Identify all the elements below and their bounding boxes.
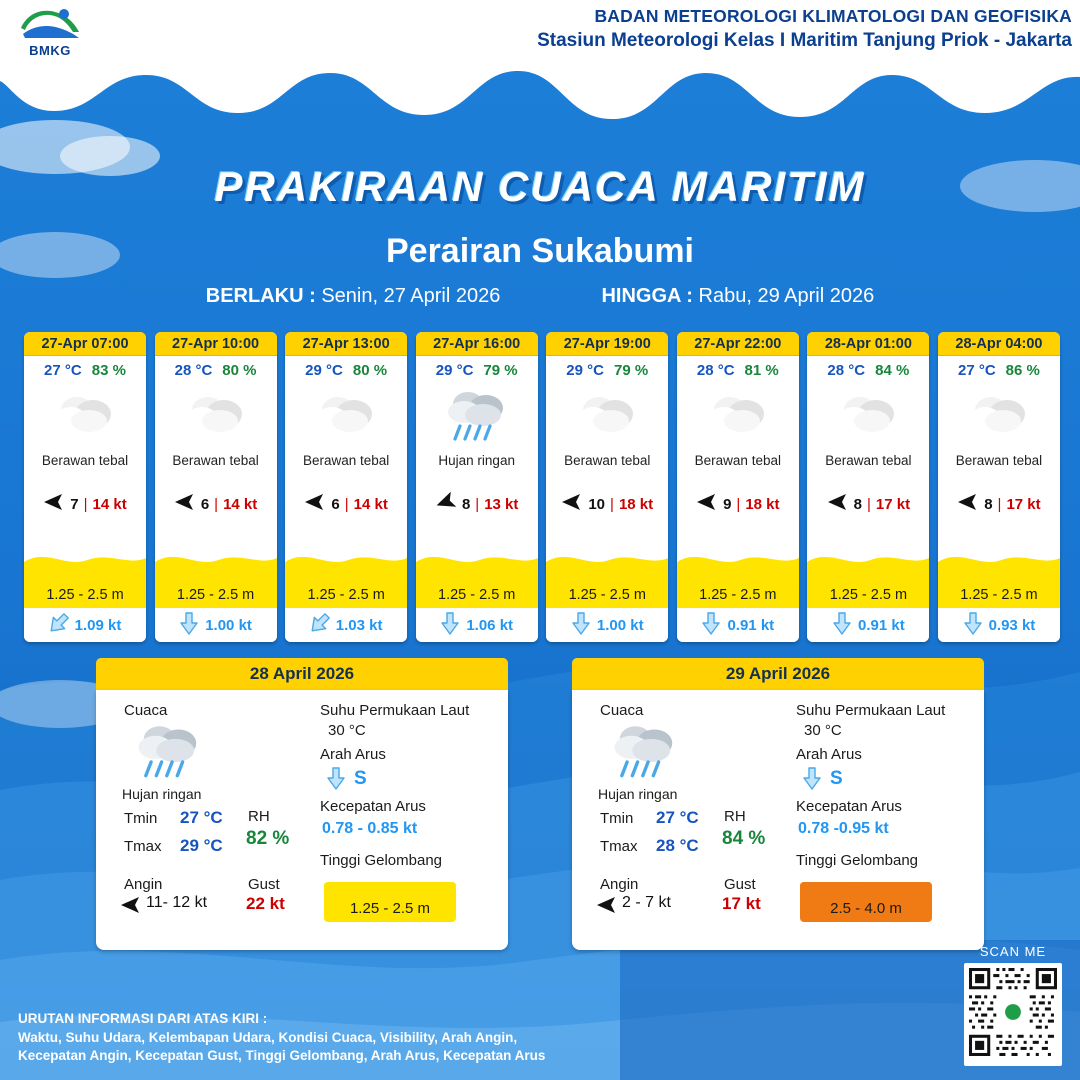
hourly-humidity: 81 %	[744, 362, 779, 379]
hourly-forecast-card	[938, 332, 1060, 642]
hourly-forecast-card	[546, 332, 668, 642]
hourly-current-direction	[701, 611, 721, 639]
hourly-time: 28-Apr 01:00	[807, 332, 929, 356]
daily-current-dir-label: Arah Arus	[796, 746, 862, 763]
hourly-humidity: 79 %	[483, 362, 518, 379]
hourly-current	[546, 608, 668, 642]
page-title: PRAKIRAAN CUACA MARITIM	[214, 163, 866, 210]
hourly-wave-band	[416, 564, 538, 608]
rain-icon	[438, 386, 516, 446]
wind-direction-icon	[827, 493, 849, 511]
hourly-weather-icon	[416, 379, 538, 453]
hourly-temperature: 29 °C	[305, 362, 343, 379]
daily-rh-label: RH	[724, 808, 746, 825]
hourly-time: 27-Apr 19:00	[546, 332, 668, 356]
hourly-wave-band	[938, 564, 1060, 608]
current-direction-icon	[802, 766, 822, 790]
bmkg-logo-icon	[17, 4, 83, 42]
hourly-current-direction	[310, 611, 330, 639]
hourly-weather-icon	[546, 379, 668, 453]
hourly-gust: 18 kt	[618, 496, 654, 513]
hourly-wave-height: 1.25 - 2.5 m	[46, 587, 124, 603]
hourly-weather-icon	[155, 379, 277, 453]
hourly-forecast-card	[677, 332, 799, 642]
hourly-humidity: 86 %	[1005, 362, 1040, 379]
hourly-condition: Berawan tebal	[564, 453, 651, 468]
wind-separator: |	[997, 496, 1002, 513]
daily-condition: Hujan ringan	[598, 786, 678, 802]
daily-gust-label: Gust	[724, 876, 756, 893]
wave-shape	[546, 550, 668, 570]
qr-code[interactable]	[964, 963, 1062, 1066]
daily-current-speed-value: 0.78 -0.95 kt	[798, 820, 889, 837]
hourly-wind-direction	[435, 493, 457, 516]
hourly-condition: Berawan tebal	[825, 453, 912, 468]
wind-direction-icon	[696, 493, 718, 511]
hourly-wave-band	[677, 564, 799, 608]
current-direction-icon	[326, 766, 346, 790]
cloudy-icon	[702, 388, 774, 444]
wind-separator: |	[866, 496, 871, 513]
daily-wind-direction	[596, 896, 618, 919]
daily-weather-icon	[604, 720, 686, 788]
hourly-weather-icon	[285, 379, 407, 453]
hourly-wave-height: 1.25 - 2.5 m	[568, 587, 646, 603]
daily-sst-value: 30 °C	[328, 722, 366, 739]
daily-wind-value: 2 - 7 kt	[622, 894, 671, 911]
legend-line-1: URUTAN INFORMASI DARI ATAS KIRI :	[18, 1011, 268, 1027]
hourly-current	[677, 608, 799, 642]
hourly-current	[24, 608, 146, 642]
hourly-time: 27-Apr 16:00	[416, 332, 538, 356]
hourly-condition: Berawan tebal	[955, 453, 1043, 468]
cloudy-icon	[310, 388, 382, 444]
daily-wind-label: Angin	[600, 876, 639, 893]
daily-gust-value: 22 kt	[246, 894, 285, 913]
daily-tmin-value: 27 °C	[656, 808, 699, 827]
hourly-weather-icon	[24, 379, 146, 453]
hourly-wind-speed: 9	[723, 496, 732, 513]
hourly-condition: Berawan tebal	[302, 453, 390, 468]
hourly-current-direction	[49, 611, 69, 639]
daily-current-direction-value: S	[830, 768, 843, 789]
hourly-weather-icon	[938, 379, 1060, 453]
wind-direction-icon	[596, 896, 618, 914]
daily-rh-value: 84 %	[722, 828, 766, 849]
daily-wave-value: 1.25 - 2.5 m	[349, 900, 431, 917]
daily-wind-label: Angin	[124, 876, 163, 893]
hourly-wave-height: 1.25 - 2.5 m	[438, 587, 516, 603]
hourly-current-direction	[440, 611, 460, 639]
hourly-temperature: 29 °C	[435, 362, 474, 379]
daily-date-0: 28 April 2026	[96, 658, 508, 690]
daily-gust-label: Gust	[248, 876, 280, 893]
hourly-current	[155, 608, 277, 642]
hourly-gust: 14 kt	[353, 496, 388, 513]
hourly-wind-direction	[957, 493, 979, 516]
hourly-current	[807, 608, 929, 642]
daily-wave-value: 2.5 - 4.0 m	[830, 900, 902, 917]
hourly-forecast-card	[807, 332, 929, 642]
hourly-current-speed: 1.03 kt	[335, 616, 383, 634]
daily-sst-value: 30 °C	[804, 722, 842, 739]
station-name: Stasiun Meteorologi Kelas I Maritim Tanjung Priok - Jakarta	[537, 30, 1072, 51]
daily-date-1: 29 April 2026	[572, 658, 984, 690]
daily-current-speed-value: 0.78 - 0.85 kt	[322, 820, 418, 837]
hourly-humidity: 80 %	[222, 362, 257, 379]
hourly-wind-direction	[561, 493, 583, 516]
current-direction-icon	[179, 611, 199, 635]
hourly-temperature: 28 °C	[696, 362, 735, 379]
wind-direction-icon	[304, 493, 326, 511]
daily-tmin-value: 27 °C	[180, 808, 223, 827]
scan-me-block	[964, 944, 1062, 1066]
hourly-wave-band	[155, 564, 277, 608]
hourly-current-speed: 0.91 kt	[727, 616, 775, 634]
daily-wave-badge	[800, 882, 932, 922]
legend-note	[18, 1010, 545, 1066]
hourly-condition: Berawan tebal	[41, 453, 129, 468]
daily-sst-label: Suhu Permukaan Laut	[320, 702, 470, 719]
hourly-forecast-card	[416, 332, 538, 642]
hourly-temperature: 28 °C	[827, 362, 866, 379]
current-direction-icon	[440, 611, 460, 635]
cloudy-icon	[180, 388, 252, 444]
hourly-weather-icon	[807, 379, 929, 453]
hourly-current-speed: 0.91 kt	[858, 616, 905, 634]
hourly-wind-speed: 8	[461, 496, 471, 513]
cloudy-icon	[832, 388, 904, 444]
daily-current-dir-label: Arah Arus	[320, 746, 386, 763]
daily-gust-value: 17 kt	[722, 894, 761, 913]
cloudy-icon	[963, 388, 1035, 444]
hourly-gust: 14 kt	[92, 496, 127, 513]
daily-current-speed-label: Kecepatan Arus	[796, 798, 902, 815]
wave-shape	[416, 550, 538, 570]
bmkg-logo-text: BMKG	[29, 43, 71, 58]
wave-shape	[677, 550, 799, 570]
daily-rh-label: RH	[248, 808, 270, 825]
daily-current-direction-value: S	[354, 768, 367, 789]
wave-shape	[800, 882, 932, 891]
daily-wave-label: Tinggi Gelombang	[320, 852, 443, 869]
current-direction-icon	[832, 611, 852, 635]
hourly-current-direction	[832, 611, 852, 639]
daily-condition: Hujan ringan	[122, 786, 202, 802]
hourly-humidity: 84 %	[875, 362, 910, 379]
hourly-time: 27-Apr 10:00	[155, 332, 277, 356]
hourly-current-speed: 1.09 kt	[74, 616, 122, 634]
daily-current-direction-icon	[802, 766, 822, 795]
valid-from-label: BERLAKU :	[205, 285, 316, 307]
wind-separator: |	[344, 496, 349, 513]
valid-until-value: Rabu, 29 April 2026	[698, 285, 875, 307]
wave-shape	[24, 550, 146, 570]
hourly-wind-speed: 10	[588, 496, 606, 513]
hourly-wave-height: 1.25 - 2.5 m	[699, 587, 777, 603]
bmkg-logo	[10, 4, 90, 62]
hourly-wind-speed: 8	[984, 496, 993, 513]
hourly-temperature: 29 °C	[566, 362, 604, 379]
hourly-current-speed: 1.00 kt	[205, 616, 252, 634]
wind-direction-icon	[43, 493, 65, 511]
scan-me-label: SCAN ME	[979, 944, 1047, 959]
cloudy-icon	[571, 388, 643, 444]
daily-wave-label: Tinggi Gelombang	[796, 852, 919, 869]
hourly-temperature: 28 °C	[174, 362, 213, 379]
daily-wind-value: 11- 12 kt	[146, 894, 208, 911]
wind-direction-icon	[433, 490, 460, 514]
hourly-wind-direction	[696, 493, 718, 516]
hourly-temperature: 27 °C	[44, 362, 82, 379]
hourly-wind-speed: 6	[200, 496, 210, 513]
wave-shape	[938, 550, 1060, 570]
daily-rh-value: 82 %	[246, 828, 290, 849]
wave-shape	[324, 882, 456, 891]
wind-direction-icon	[561, 493, 583, 511]
qr-code-icon	[969, 968, 1057, 1056]
daily-forecast-body-1	[572, 690, 984, 950]
hourly-forecast-list	[24, 332, 1060, 642]
hourly-forecast-card	[24, 332, 146, 642]
hourly-gust: 14 kt	[223, 496, 258, 513]
hourly-wave-height: 1.25 - 2.5 m	[307, 587, 385, 603]
hourly-time: 27-Apr 13:00	[285, 332, 407, 356]
hourly-wind-direction	[827, 493, 849, 516]
hourly-forecast-card	[285, 332, 407, 642]
cloudy-icon	[49, 388, 121, 444]
legend-line-3: Kecepatan Angin, Kecepatan Gust, Tinggi Gelombang, Arah Arus, Kecepatan Arus	[18, 1048, 546, 1064]
wave-shape	[155, 550, 277, 570]
hourly-temperature: 27 °C	[957, 362, 996, 379]
hourly-current-direction	[963, 611, 983, 639]
hourly-current-direction	[179, 611, 199, 639]
daily-tmax-value: 29 °C	[180, 836, 223, 855]
valid-from-value: Senin, 27 April 2026	[321, 285, 501, 307]
header-wave	[0, 55, 1080, 145]
hourly-current-speed: 0.93 kt	[988, 616, 1036, 634]
daily-forecast-card-0	[96, 658, 508, 950]
hourly-humidity: 83 %	[91, 362, 126, 379]
agency-name: BADAN METEOROLOGI KLIMATOLOGI DAN GEOFISIKA	[594, 6, 1072, 26]
daily-forecast-card-1	[572, 658, 984, 950]
hourly-current	[285, 608, 407, 642]
wind-direction-icon	[174, 493, 196, 511]
wave-shape	[807, 550, 929, 570]
page-subtitle: Perairan Sukabumi	[385, 232, 694, 270]
daily-weather-label: Cuaca	[124, 702, 168, 719]
hourly-wind-direction	[43, 493, 65, 516]
hourly-wind-speed: 6	[331, 496, 340, 513]
hourly-gust: 17 kt	[1006, 496, 1041, 513]
hourly-gust: 18 kt	[745, 496, 780, 513]
hourly-current-direction	[571, 611, 591, 639]
hourly-wave-height: 1.25 - 2.5 m	[176, 587, 255, 603]
daily-current-speed-label: Kecepatan Arus	[320, 798, 426, 815]
daily-forecast-body-0	[96, 690, 508, 950]
rain-icon	[128, 720, 210, 783]
hourly-condition: Hujan ringan	[438, 453, 515, 468]
hourly-humidity: 79 %	[613, 362, 649, 379]
daily-tmin-label: Tmin	[600, 810, 634, 827]
wind-separator: |	[736, 496, 741, 513]
current-direction-icon	[571, 611, 591, 635]
daily-wind-direction	[120, 896, 142, 919]
hourly-wind-speed: 7	[70, 496, 79, 513]
hourly-humidity: 80 %	[352, 362, 388, 379]
daily-weather-label: Cuaca	[600, 702, 644, 719]
current-direction-icon	[963, 611, 983, 635]
hourly-forecast-card	[155, 332, 277, 642]
wind-direction-icon	[120, 896, 142, 914]
hourly-condition: Berawan tebal	[694, 453, 781, 468]
wind-separator: |	[475, 496, 480, 513]
current-direction-icon	[701, 611, 721, 635]
wind-separator: |	[214, 496, 219, 513]
hourly-current	[938, 608, 1060, 642]
hourly-gust: 17 kt	[875, 496, 911, 513]
hourly-current-speed: 1.00 kt	[596, 616, 644, 634]
hourly-time: 27-Apr 22:00	[677, 332, 799, 356]
hourly-wind-direction	[304, 493, 326, 516]
header-bar	[0, 0, 1080, 62]
wave-shape	[285, 550, 407, 570]
wind-separator: |	[610, 496, 614, 513]
hourly-wave-band	[24, 564, 146, 608]
daily-tmin-label: Tmin	[124, 810, 158, 827]
daily-wave-badge	[324, 882, 456, 922]
legend-line-2: Waktu, Suhu Udara, Kelembapan Udara, Kondisi Cuaca, Visibility, Arah Angin,	[18, 1029, 518, 1045]
hourly-wave-band	[807, 564, 929, 608]
hourly-wave-height: 1.25 - 2.5 m	[960, 587, 1038, 603]
hourly-current-speed: 1.06 kt	[466, 616, 514, 634]
daily-tmax-label: Tmax	[124, 838, 162, 855]
hourly-condition: Berawan tebal	[172, 453, 259, 468]
rain-icon	[604, 720, 686, 783]
hourly-wind-speed: 8	[853, 496, 862, 513]
hourly-wave-height: 1.25 - 2.5 m	[829, 587, 908, 603]
hourly-time: 27-Apr 07:00	[24, 332, 146, 356]
hourly-current	[416, 608, 538, 642]
daily-current-direction-icon	[326, 766, 346, 795]
hourly-gust: 13 kt	[484, 496, 519, 513]
daily-tmax-label: Tmax	[600, 838, 638, 855]
daily-weather-icon	[128, 720, 210, 788]
daily-sst-label: Suhu Permukaan Laut	[796, 702, 946, 719]
current-direction-icon	[43, 607, 74, 638]
hourly-weather-icon	[677, 379, 799, 453]
wind-separator: |	[83, 496, 88, 513]
wind-direction-icon	[957, 493, 979, 511]
validity-row	[0, 285, 1080, 308]
hourly-time: 28-Apr 04:00	[938, 332, 1060, 356]
valid-until-label: HINGGA :	[601, 285, 693, 307]
hourly-wave-band	[546, 564, 668, 608]
hourly-wave-band	[285, 564, 407, 608]
daily-tmax-value: 28 °C	[656, 836, 699, 855]
hourly-wind-direction	[174, 493, 196, 516]
current-direction-icon	[304, 607, 335, 638]
